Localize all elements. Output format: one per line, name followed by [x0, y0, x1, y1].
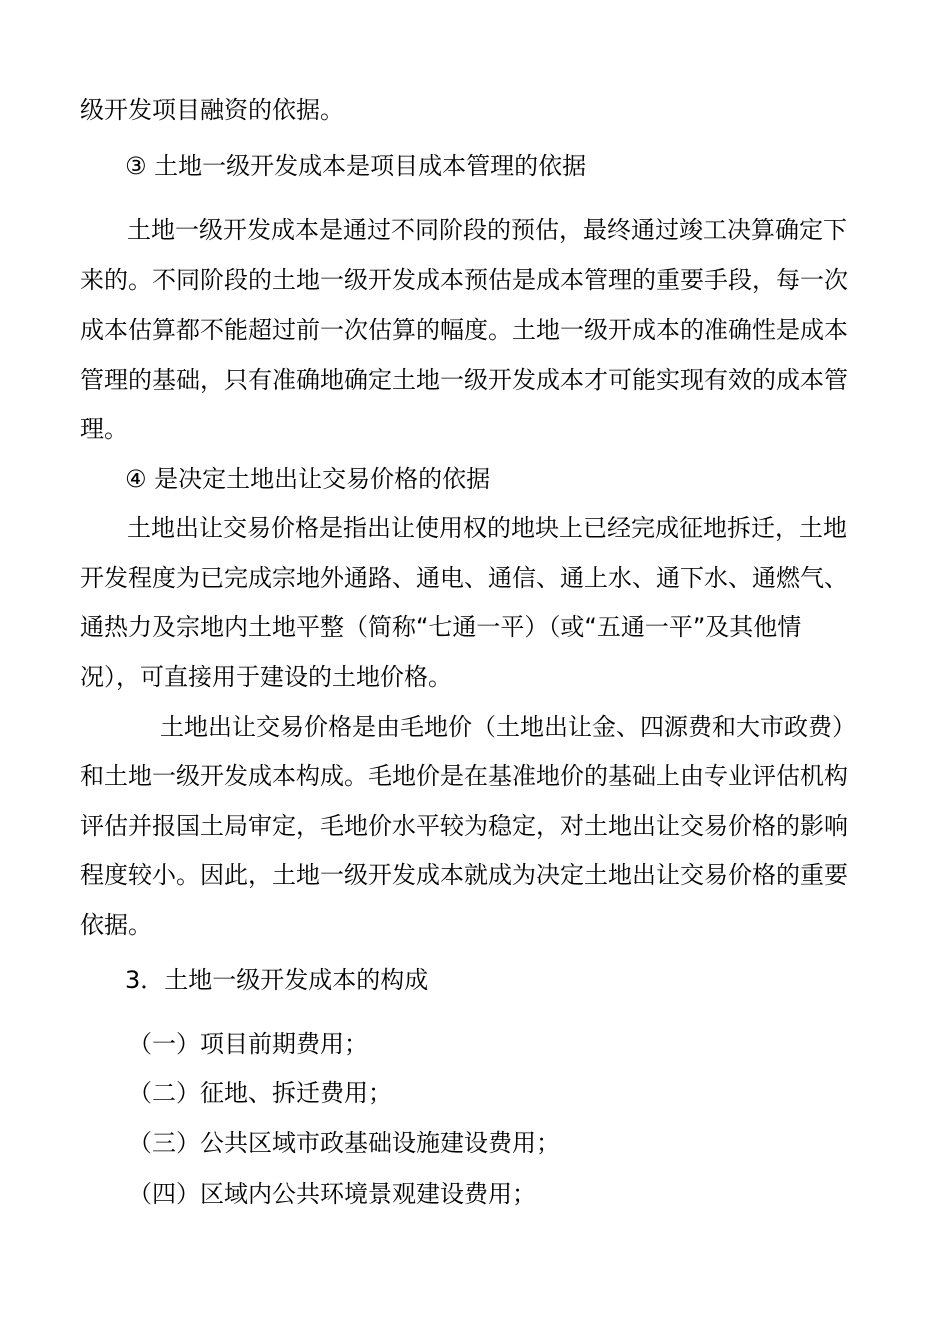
text-line: 依据。: [80, 911, 152, 939]
list-item: （一）项目前期费用；: [128, 1030, 368, 1058]
text-line: 理。: [80, 415, 128, 443]
text-line: 级开发项目融资的依据。: [80, 96, 344, 124]
text-line: 评估并报国土局审定，毛地价水平较为稳定，对土地出让交易价格的影响: [80, 812, 848, 840]
text-line: 况），可直接用于建设的土地价格。: [80, 663, 452, 691]
text-line: 来的。不同阶段的土地一级开发成本预估是成本管理的重要手段，每一次: [80, 266, 848, 294]
text-line: 程度较小。因此，土地一级开发成本就成为决定土地出让交易价格的重要: [80, 861, 848, 889]
list-item: （三）公共区域市政基础设施建设费用；: [128, 1129, 560, 1157]
list-item: （四）区域内公共环境景观建设费用；: [128, 1180, 536, 1208]
section-heading: ③ 土地一级开发成本是项目成本管理的依据: [125, 152, 587, 180]
text-line: 土地一级开发成本是通过不同阶段的预估，最终通过竣工决算确定下: [127, 216, 847, 244]
text-line: 和土地一级开发成本构成。毛地价是在基准地价的基础上由专业评估机构: [80, 762, 848, 790]
section-heading: ④ 是决定土地出让交易价格的依据: [125, 465, 491, 493]
text-line: 土地出让交易价格是由毛地价（土地出让金、四源费和大市政费）: [160, 713, 856, 741]
text-line: 土地出让交易价格是指出让使用权的地块上已经完成征地拆迁，土地: [127, 514, 847, 542]
text-line: 开发程度为已完成宗地外通路、通电、通信、通上水、通下水、通燃气、: [80, 564, 848, 592]
text-line: 通热力及宗地内土地平整（简称“七通一平）（或“五通一平”及其他情: [80, 613, 802, 641]
section-heading: 3．土地一级开发成本的构成: [125, 966, 429, 994]
text-line: 管理的基础，只有准确地确定土地一级开发成本才可能实现有效的成本管: [80, 366, 848, 394]
list-item: （二）征地、拆迁费用；: [128, 1079, 392, 1107]
text-line: 成本估算都不能超过前一次估算的幅度。土地一级开成本的准确性是成本: [80, 316, 848, 344]
